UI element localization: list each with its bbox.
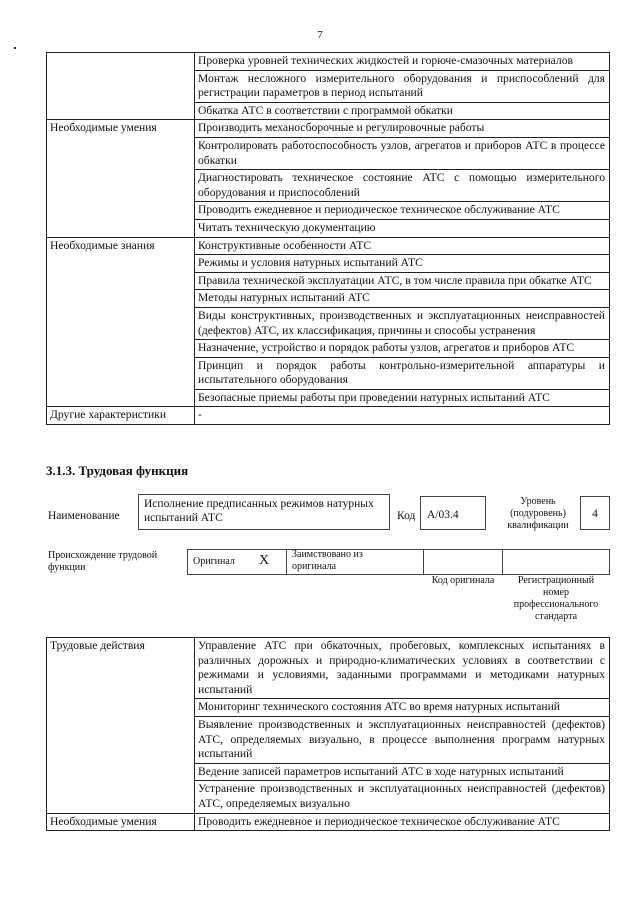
row-item: Выявление производственных и эксплуатационных неисправностей (дефектов) АТС, определяемых визуально, в процессе выполнения программ натурных испытаний (195, 716, 610, 763)
table-row (47, 53, 610, 71)
row-item: Ведение записей параметров испытаний АТС в ходе натурных испытаний (195, 763, 610, 781)
row-item: Принцип и порядок работы контрольно-измерительной аппаратуры и испытательного оборудования (195, 357, 610, 389)
origin-label: Происхождение трудовой функции (48, 550, 158, 573)
table-row (47, 407, 610, 425)
row-label: Необходимые знания (47, 237, 195, 407)
code-caption: Код оригинала (431, 575, 495, 586)
row-item: Методы натурных испытаний АТС (195, 290, 610, 308)
row-item: Мониторинг технического состояния АТС во время натурных испытаний (195, 699, 610, 717)
row-label: Трудовые действия (47, 638, 195, 814)
row-item: Проверка уровней технических жидкостей и горюче-смазочных материалов (195, 53, 610, 71)
row-item: Читать техническую документацию (195, 219, 610, 237)
section-title: 3.1.3. Трудовая функция (46, 463, 189, 478)
origin-code-cell (423, 549, 503, 575)
reg-number-cell (502, 549, 610, 575)
table-row (47, 237, 610, 255)
row-label (47, 53, 195, 120)
row-label: Необходимые умения (47, 813, 195, 831)
row-item: Виды конструктивных, производственных и эксплуатационных неисправностей (дефектов) АТС, их классификация, причины и способы устранения (195, 307, 610, 339)
row-item: Безопасные приемы работы при проведении натурных испытаний АТС (195, 389, 610, 407)
row-item: Назначение, устройство и порядок работы узлов, агрегатов и приборов АТС (195, 340, 610, 358)
level-value: 4 (592, 508, 598, 520)
row-label: Необходимые умения (47, 120, 195, 237)
function-name-box (138, 494, 390, 530)
level-box (580, 496, 610, 530)
table-row (47, 120, 610, 138)
row-item: Устранение производственных и эксплуатационных неисправностей (дефектов) АТС, определяемых визуально (195, 781, 610, 813)
original-mark: X (259, 553, 270, 568)
name-label: Наименование (48, 510, 120, 522)
row-item: Монтаж несложного измерительного оборудования и приспособлений для регистрации параметров в период испытаний (195, 70, 610, 102)
row-item: Правила технической эксплуатации АТС, в том числе правила при обкатке АТС (195, 272, 610, 290)
row-item: Производить механосборочные и регулировочные работы (195, 120, 610, 138)
table-row (47, 638, 610, 699)
page-number: 7 (317, 29, 323, 41)
original-label: Оригинал (193, 556, 235, 567)
table-row (47, 813, 610, 831)
row-item: Проводить ежедневное и периодическое техническое обслуживание АТС (195, 202, 610, 220)
competency-table (46, 52, 610, 425)
scan-dot (14, 47, 16, 49)
code-label: Код (397, 510, 416, 522)
labor-function-table (46, 637, 610, 831)
row-item: Режимы и условия натурных испытаний АТС (195, 255, 610, 273)
borrowed-label: Заимствовано из оригинала (292, 549, 363, 572)
row-item: Управление АТС при обкаточных, пробеговых, комплексных испытаниях в различных дорожных и природно-климатических условиях в соответствии с режимами и условиями, заданными программами и методиками натурных испытаний (195, 638, 610, 699)
level-label: Уровень (подуровень) квалификации (507, 496, 569, 531)
row-label: Другие характеристики (47, 407, 195, 425)
row-item: Конструктивные особенности АТС (195, 237, 610, 255)
function-code-box (420, 496, 486, 530)
row-item: - (195, 407, 610, 425)
row-item: Контролировать работоспособность узлов, агрегатов и приборов АТС в процессе обкатки (195, 137, 610, 169)
row-item: Диагностировать техническое состояние АТС с помощью измерительного оборудования и приспособлений (195, 170, 610, 202)
function-name: Исполнение предписанных режимов натурных испытаний АТС (144, 498, 374, 524)
reg-caption: Регистрационный номер профессионального стандарта (513, 575, 599, 622)
row-item: Обкатка АТС в соответствии с программой обкатки (195, 102, 610, 120)
function-code: А/03.4 (427, 509, 459, 521)
row-item: Проводить ежедневное и периодическое техническое обслуживание АТС (195, 813, 610, 831)
